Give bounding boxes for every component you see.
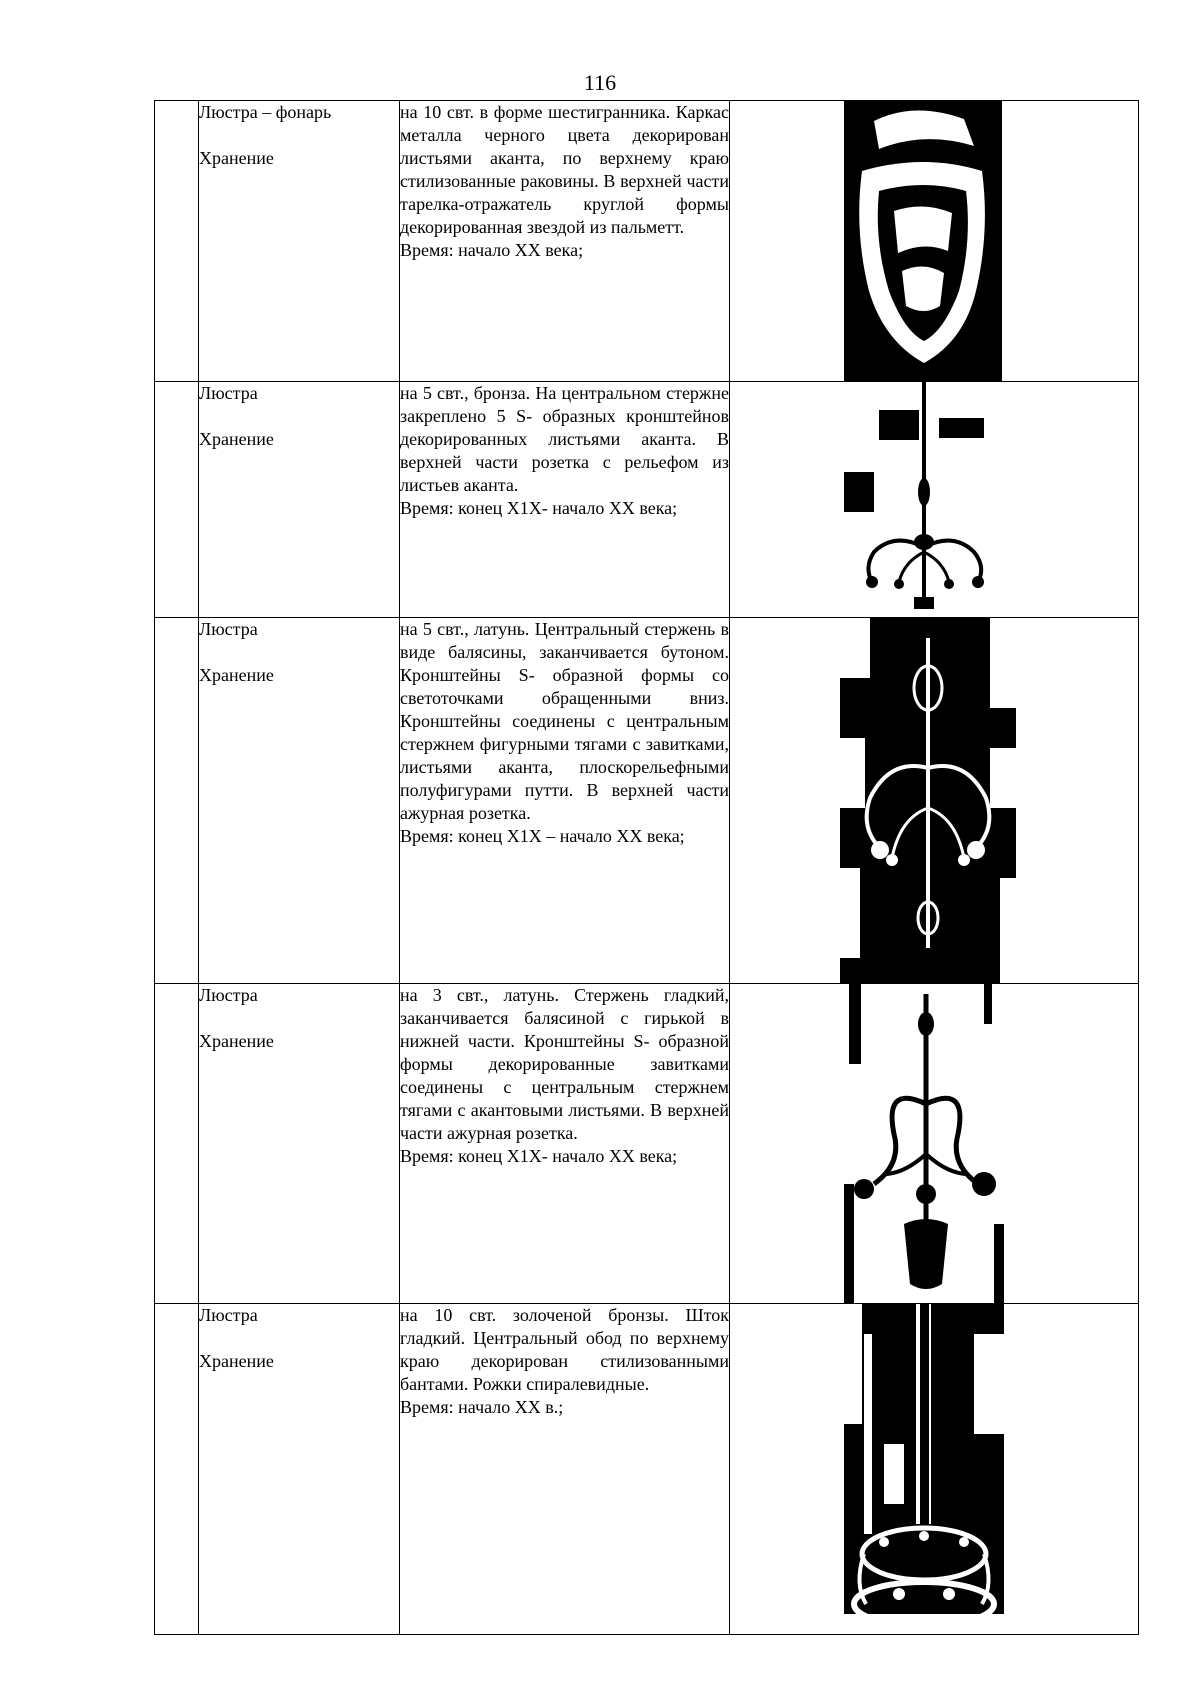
- table-row: [155, 382, 1139, 618]
- number-cell: [155, 984, 199, 1304]
- photo-cell: [730, 1304, 1139, 1635]
- description-cell: [400, 618, 730, 984]
- item-status: Хранение: [199, 665, 274, 685]
- item-description: на 10 свт. в форме шестигранника. Каркас металла черного цвета декорирован листьями аканта, по верхнему краю стилизованные раковины. В верхней части тарелка-отражатель круглой формы декорированная звездой из пальметт.: [400, 102, 729, 237]
- item-name: Люстра: [199, 985, 258, 1005]
- item-period: Время: конец Х1Х- начало XX века;: [400, 498, 678, 518]
- item-period: Время: начало XX века;: [400, 240, 584, 260]
- item-description: на 10 свт. золоченой бронзы. Шток гладкий. Центральный обод по верхнему краю декорирован стилизованными бантами. Рожки спиралевидные.: [400, 1305, 729, 1394]
- page-number: 116: [583, 70, 617, 95]
- item-status: Хранение: [199, 1031, 274, 1051]
- number-cell: [155, 1304, 199, 1635]
- item-period: Время: конец Х1Х – начало XX века;: [400, 826, 685, 846]
- gilded-bronze-chandelier-photo: [844, 1304, 1004, 1634]
- number-cell: [155, 101, 199, 382]
- item-status: Хранение: [199, 148, 274, 168]
- three-arm-chandelier-photo: [844, 984, 1004, 1303]
- table-row: [155, 1304, 1139, 1635]
- item-status: Хранение: [199, 429, 274, 449]
- number-cell: [155, 382, 199, 618]
- item-status: Хранение: [199, 1351, 274, 1371]
- photo-cell: [730, 382, 1139, 618]
- five-arm-chandelier-photo: [844, 382, 1004, 617]
- name-cell: [199, 101, 400, 382]
- item-description: на 5 свт., латунь. Центральный стержень в виде балясины, заканчивается бутоном. Кронштейны S- образной формы со светоточками обращенными вниз. Кронштейны соединены с центральным стержнем фигурными тягами с завитками, листьями аканта, плоскорельефными полуфигурами путти. В верхней части ажурная розетка.: [400, 619, 729, 823]
- table-row: [155, 618, 1139, 984]
- photo-cell: [730, 101, 1139, 382]
- item-period: Время: начало XX в.;: [400, 1397, 564, 1417]
- item-name: Люстра – фонарь: [199, 102, 332, 122]
- name-cell: [199, 382, 400, 618]
- table-row: [155, 984, 1139, 1304]
- inventory-table: [154, 100, 1139, 1635]
- photo-cell: [730, 984, 1139, 1304]
- description-cell: [400, 382, 730, 618]
- item-name: Люстра: [199, 383, 258, 403]
- item-name: Люстра: [199, 619, 258, 639]
- photo-cell: [730, 618, 1139, 984]
- description-cell: [400, 101, 730, 382]
- description-cell: [400, 984, 730, 1304]
- item-description: на 3 свт., латунь. Стержень гладкий, заканчивается балясиной с гирькой в нижней части. Кронштейны S- образной формы декорированные завитками соединены с центральным стержнем тягами с акантовыми листьями. В верхней части ажурная розетка.: [400, 985, 729, 1143]
- name-cell: [199, 1304, 400, 1635]
- table-row: [155, 101, 1139, 382]
- item-period: Время: конец Х1Х- начало XX века;: [400, 1146, 678, 1166]
- name-cell: [199, 984, 400, 1304]
- brass-chandelier-photo: [840, 618, 1016, 983]
- item-name: Люстра: [199, 1305, 258, 1325]
- number-cell: [155, 618, 199, 984]
- name-cell: [199, 618, 400, 984]
- description-cell: [400, 1304, 730, 1635]
- item-description: на 5 свт., бронза. На центральном стержне закреплено 5 S- образных кронштейнов декорированных листьями аканта. В верхней части розетка с рельефом из листьев аканта.: [400, 383, 729, 495]
- lantern-chandelier-photo: [844, 101, 1002, 381]
